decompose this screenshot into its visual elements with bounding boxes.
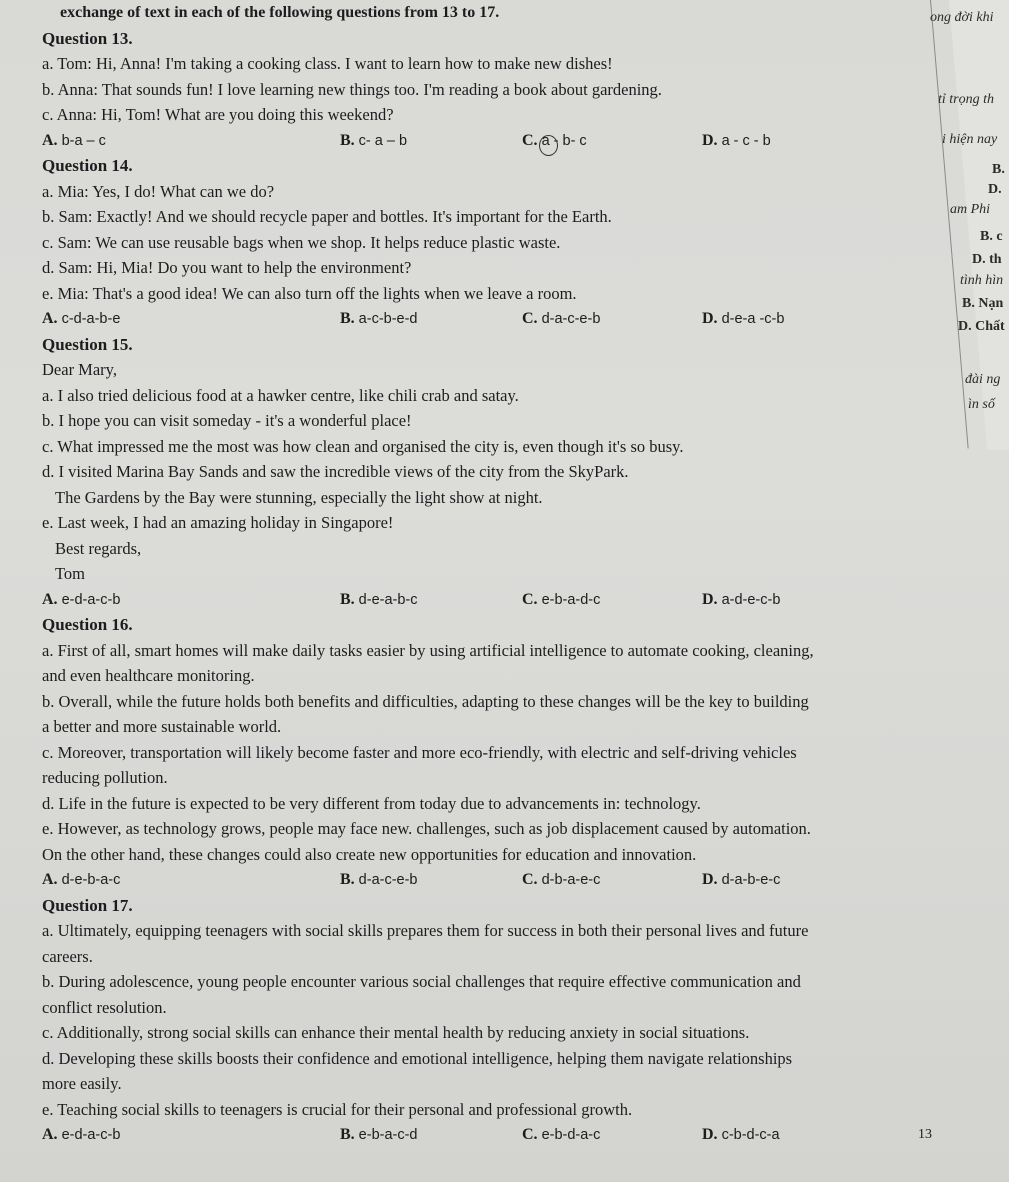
question-14-line: d. Sam: Hi, Mia! Do you want to help the environment? [42,258,412,277]
question-16-line: On the other hand, these changes could also create new opportunities for education and innovation. [42,844,697,864]
question-17-line: careers. [42,946,93,966]
question-14-option-c[interactable] [522,306,600,333]
question-17-option-d[interactable] [702,1122,780,1149]
question-14-line: a. Mia: Yes, I do! What can we do? [42,181,275,201]
question-15-line: e. Last week, I had an amazing holiday in Singapore! [42,513,394,532]
question-17-line: c. Additionally, strong social skills can enhance their mental health by reducing anxiety in social situations. [42,1023,750,1042]
option-letter: A. [42,310,58,327]
option-letter: A. [42,590,58,608]
question-15-line: a. I also tried delicious food at a hawker centre, like chili crab and satay. [42,385,519,405]
option-value: a - b- c [542,133,587,149]
option-value: e-b-a-d-c [541,591,601,608]
question-14-option-b[interactable] [340,306,418,333]
option-value: d-a-c-e-b [358,872,418,888]
option-value: a-d-e-c-b [721,591,781,608]
option-value: d-a-c-e-b [541,311,601,327]
question-16-option-d[interactable] [702,867,780,894]
option-value: e-b-d-a-c [541,1127,601,1143]
margin-fragment: D. Chất [958,319,1005,334]
question-16-line: e. However, as technology grows, people may face new. challenges, such as job displacement caused by automation. [42,819,811,838]
question-17-line: d. Developing these skills boosts their confidence and emotional intelligence, helping them navigate relationships [42,1048,793,1068]
question-17-line: b. During adolescence, young people encounter various social challenges that require effective communication and [42,972,801,991]
margin-fragment: D. th [972,252,1002,267]
question-16-line: b. Overall, while the future holds both benefits and difficulties, adapting to these changes will be the key to building [42,691,809,711]
question-14-line: b. Sam: Exactly! And we should recycle paper and bottles. It's important for the Earth. [42,207,612,226]
question-15-line: Tom [55,564,86,583]
option-value: d-e-a -c-b [721,311,785,327]
option-letter: D. [702,1126,718,1143]
option-value: e-b-a-c-d [358,1127,418,1143]
margin-fragment: tình hìn [960,273,1004,288]
margin-fragment: B. c [980,229,1003,244]
question-15-line: Best regards, [55,538,142,558]
question-17-line: e. Teaching social skills to teenagers is crucial for their personal and professional growth. [42,1099,633,1119]
option-letter: C. [522,871,538,888]
option-letter: A. [42,1126,58,1143]
option-letter: D. [702,310,718,327]
question-16-option-b[interactable] [340,867,418,894]
option-letter: B. [340,590,355,608]
question-17-title: Question 17. [42,895,133,915]
question-14-options [42,306,922,332]
question-15-line: d. I visited Marina Bay Sands and saw the incredible views of the city from the SkyPark. [42,462,629,481]
margin-fragment: tỉ trọng th [938,92,995,107]
question-13-option-b[interactable] [340,128,407,155]
option-letter: A. [42,131,58,149]
margin-fragment: D. [988,182,1002,197]
option-value: c-b-d-c-a [721,1127,780,1143]
option-letter: C. [522,1126,538,1143]
question-13-line: a. Tom: Hi, Anna! I'm taking a cooking class. I want to learn how to make new dishes! [42,54,613,73]
option-letter: D. [702,590,718,608]
instructions-header: exchange of text in each of the following questions from 13 to 17. [60,4,500,21]
option-letter: A. [42,871,58,888]
question-17-option-a[interactable] [42,1122,120,1149]
question-15-line: The Gardens by the Bay were stunning, especially the light show at night. [55,487,543,507]
question-16-line: a better and more sustainable world. [42,717,282,736]
option-value: d-e-a-b-c [358,591,418,608]
question-13-option-d[interactable] [702,128,771,155]
worksheet [42,0,932,1148]
question-13-line: c. Anna: Hi, Tom! What are you doing this weekend? [42,105,394,124]
option-letter: B. [340,871,355,888]
question-16-line: and even healthcare monitoring. [42,666,255,685]
margin-fragment: ong đời khi [930,10,994,25]
option-letter: C. [522,131,538,149]
question-13-options [42,128,922,154]
question-17-line: a. Ultimately, equipping teenagers with social skills prepares them for success in both their personal lives and future [42,921,809,940]
question-16-option-c[interactable] [522,867,600,894]
question-15-line: b. I hope you can visit someday - it's a wonderful place! [42,411,412,430]
margin-fragment: am Phi [950,202,991,217]
option-letter: C. [522,590,538,608]
option-value: e-d-a-c-b [61,591,121,608]
question-15-option-c[interactable] [522,587,600,614]
option-value: e-d-a-c-b [61,1127,121,1143]
question-15-line: Dear Mary, [42,360,117,379]
question-14-option-a[interactable] [42,306,120,333]
option-letter: B. [340,310,355,327]
margin-fragment: đài ng [965,372,1001,387]
option-value: a-c-b-e-d [358,311,418,327]
question-15-option-a[interactable] [42,587,120,614]
question-16-title: Question 16. [42,615,133,634]
question-16-line: reducing pollution. [42,768,168,787]
margin-fragment: ìn số [968,397,995,412]
question-13-title: Question 13. [42,28,133,48]
question-14-line: c. Sam: We can use reusable bags when we shop. It helps reduce plastic waste. [42,232,561,252]
question-17-line: more easily. [42,1074,122,1093]
question-13-option-a[interactable] [42,128,106,155]
option-value: d-a-b-e-c [721,872,781,888]
option-value: b-a – c [61,132,106,149]
question-16-options [42,867,922,893]
question-14-title: Question 14. [42,156,133,175]
margin-fragment: B. Nạn [962,296,1004,311]
page-number: 13 [918,1127,932,1142]
question-15-option-d[interactable] [702,587,780,614]
option-value: a - c - b [721,132,771,149]
question-15-title: Question 15. [42,334,133,354]
option-letter: D. [702,131,718,149]
margin-fragment: i hiện nay [942,132,998,147]
handwritten-answer-circle [539,135,558,156]
question-16-option-a[interactable] [42,867,120,894]
question-17-option-c[interactable] [522,1122,600,1149]
question-17-option-b[interactable] [340,1122,418,1149]
question-15-line: c. What impressed me the most was how clean and organised the city is, even though it's so busy. [42,436,684,456]
question-17-options [42,1122,932,1148]
option-letter: D. [702,871,718,888]
margin-fragment: B. [992,162,1005,177]
question-17-line: conflict resolution. [42,997,167,1017]
question-15-option-b[interactable] [340,587,418,614]
option-letter: B. [340,131,355,149]
question-15-options [42,587,922,613]
question-13-line: b. Anna: That sounds fun! I love learning new things too. I'm reading a book about gardening. [42,79,662,99]
option-value: c- a – b [358,132,408,149]
option-value: c-d-a-b-e [61,311,121,327]
question-16-line: a. First of all, smart homes will make daily tasks easier by using artificial intelligence to automate cooking, cleaning, [42,640,814,660]
question-16-line: c. Moreover, transportation will likely become faster and more eco-friendly, with electric and self-driving vehicles [42,742,797,762]
question-13-option-c[interactable] [522,128,587,155]
question-16-line: d. Life in the future is expected to be very different from today due to advancements in: technology. [42,793,701,813]
option-value: d-b-a-e-c [541,872,601,888]
question-14-option-d[interactable] [702,306,784,333]
option-letter: B. [340,1126,355,1143]
option-letter: C. [522,310,538,327]
question-14-line: e. Mia: That's a good idea! We can also turn off the lights when we leave a room. [42,283,577,303]
option-value: d-e-b-a-c [61,872,121,888]
